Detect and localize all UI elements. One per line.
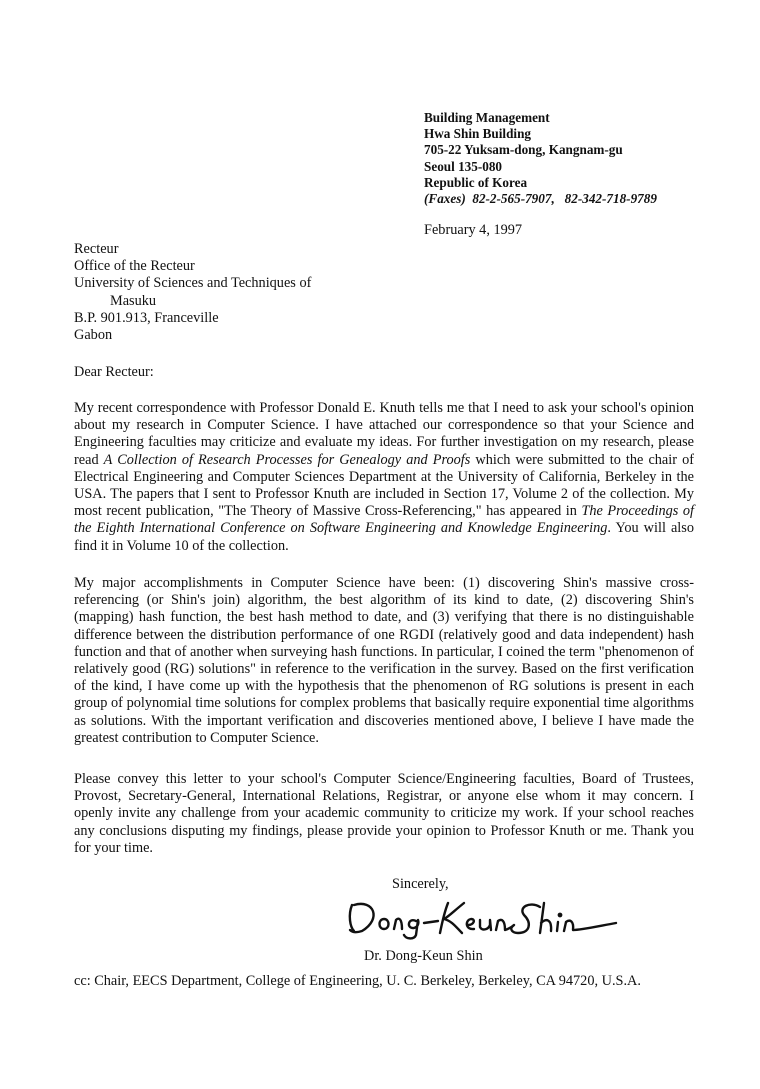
signer-name: Dr. Dong-Keun Shin	[364, 948, 483, 964]
recipient-line: B.P. 901.913, Franceville	[74, 309, 219, 326]
sender-line: Hwa Shin Building	[424, 126, 532, 142]
letter-date: February 4, 1997	[424, 222, 523, 238]
paragraph-text: My recent correspondence with Professor Donald E. Knuth tells me that I need to ask your school's opinion about my research in Computer Science. I have attached our correspondence so that your Science and Engineering faculties may criticize and evaluate my ideas. For further investigation on my research, please read	[74, 400, 694, 468]
sender-line: Republic of Korea	[424, 174, 528, 190]
sender-address-block	[424, 110, 657, 207]
body-paragraph-2: My major accomplishments in Computer Science have been: (1) discovering Shin's massive cross-referencing (or Shin's join) algorithm, the best algorithm of its kind to date, (2) discovering Shin's (mapping) hash function, the best hash method to date, and (3) verifying that there is no distinguishable difference between the distribution performance of one RGDI (relatively good and data independent) hash function and that of another when surveying hash functions. In particular, I coined the term "phenomenon of relatively good (RG) solutions" in reference to the verification in the survey. Based on the first verification of the kind, I have come up with the hypothesis that the phenomenon of RG solutions is present in each group of polynomial time solutions for complex problems that basically require exponential time algorithms as solutions. With the important verification and discoveries mentioned above, I believe I have made the greatest contribution to Computer Science.	[74, 575, 694, 746]
paragraph-text: . You will also find it in Volume 10 of the collection.	[74, 520, 694, 554]
publication-title: The Proceedings of the Eighth International Conference on Software Engineering and Knowledge Engineering	[74, 503, 694, 537]
body-paragraph-1	[74, 400, 694, 555]
fax-numbers: (Faxes) 82-2-565-7907, 82-342-718-9789	[424, 191, 657, 207]
cc-line: cc: Chair, EECS Department, College of Engineering, U. C. Berkeley, Berkeley, CA 94720, U.S.A.	[74, 973, 641, 989]
salutation: Dear Recteur:	[74, 364, 154, 380]
sender-line: 705-22 Yuksam-dong, Kangnam-gu	[424, 142, 623, 158]
body-paragraph-3: Please convey this letter to your school's Computer Science/Engineering faculties, Board of Trustees, Provost, Secretary-General, International Relations, Registrar, or anyone else whom it may concern. I openly invite any challenge from your academic community to criticize my work. If your school reaches any conclusions disputing my findings, please provide your opinion to Professor Knuth or me. Thank you for your time.	[74, 771, 694, 856]
recipient-line: Office of the Recteur	[74, 258, 195, 275]
sender-line: Seoul 135-080	[424, 158, 503, 174]
publication-title: A Collection of Research Processes for Genealogy and Proofs	[103, 451, 471, 468]
paragraph-text: which were submitted to the chair of Electrical Engineering and Computer Sciences Department at the University of California, Berkeley in the USA. The papers that I sent to Professor Knuth are included in Section 17, Volume 2 of the collection. My most recent publication, "The Theory of Massive Cross-Referencing," has appeared in	[74, 451, 694, 520]
closing: Sincerely,	[392, 876, 449, 892]
recipient-line: Gabon	[74, 327, 113, 344]
recipient-address-block	[74, 241, 311, 344]
recipient-line: Masuku	[110, 292, 157, 309]
sender-line: Building Management	[424, 110, 550, 125]
handwritten-signature	[344, 893, 624, 941]
recipient-line: University of Sciences and Techniques of	[74, 275, 312, 292]
recipient-line: Recteur	[74, 241, 119, 257]
